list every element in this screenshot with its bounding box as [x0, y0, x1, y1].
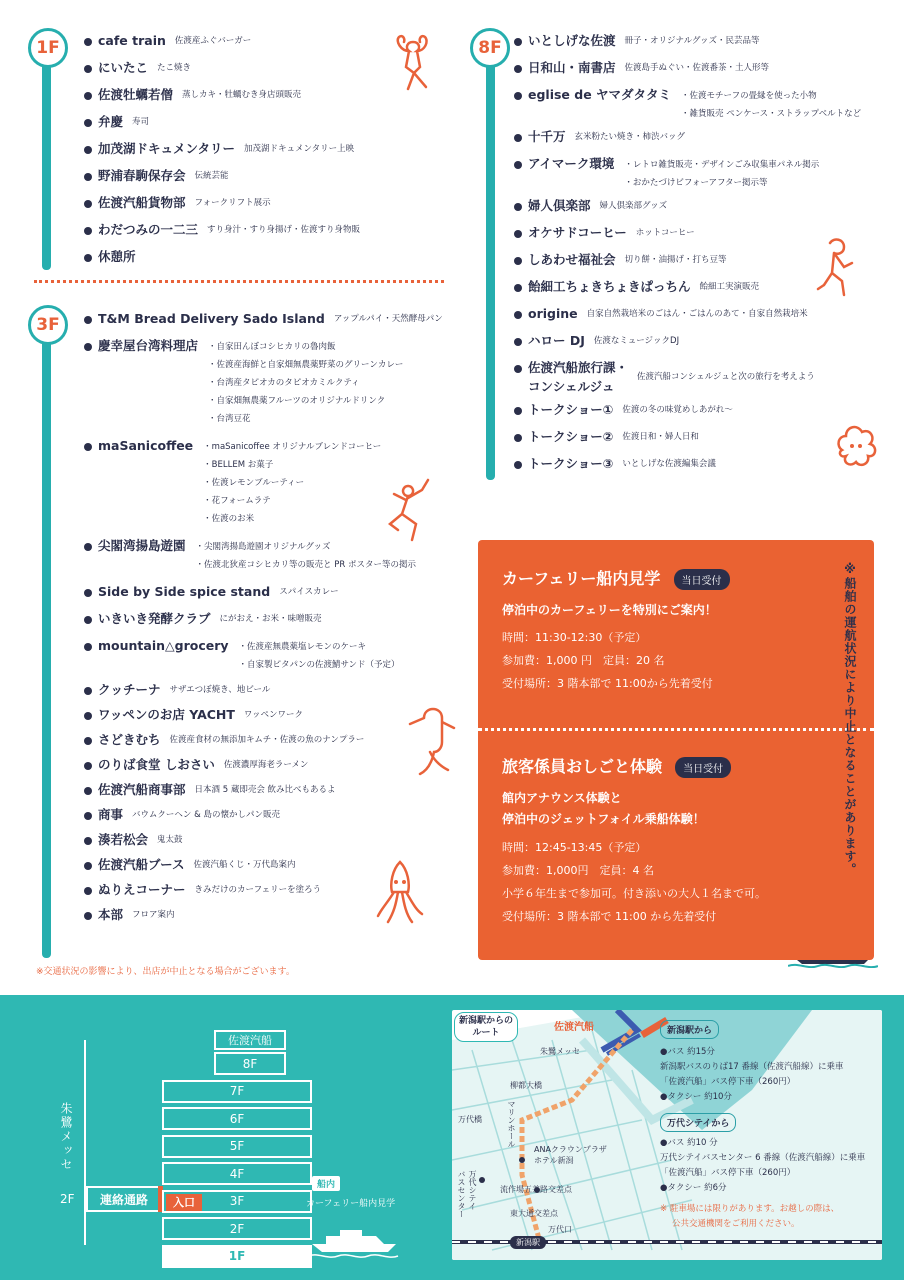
- job-experience-subtitle-2: 停泊中のジェットフォイル乗船体験！: [502, 812, 705, 826]
- floor-8f-item: [514, 154, 894, 192]
- floor-8f-shop-name: トークショー①: [528, 402, 614, 417]
- floor-3f-menu-line: ・花フォームラテ: [203, 496, 271, 506]
- floor-8f-item: [514, 331, 894, 350]
- ferry-tour-fee: 参加費：1,000 円 定員：20 名: [502, 654, 665, 667]
- floor-3f-item: [84, 582, 464, 601]
- map-bandaiguchi: 万代口: [548, 1225, 572, 1234]
- floor-8f-shop-desc: 佐渡なミュージックDJ: [593, 336, 680, 346]
- ferry-tour-reception: 受付場所：3 階本部で 11:00から先着受付: [502, 677, 713, 690]
- floor-8f-menu-line: ・佐渡モチーフの畳縁を使った小物: [681, 91, 817, 101]
- floor-8f-shop-name: 十千万: [528, 129, 566, 144]
- floor-3f-shop-name: ワッペンのお店 YACHT: [98, 707, 235, 722]
- floor-1f-shop-name: 休憩所: [98, 249, 136, 264]
- floor-box: [162, 1190, 312, 1213]
- map-ana-hotel: ANAクラウンプラザ ホテル新潟: [534, 1145, 607, 1165]
- floor-3f-shop-name: Side by Side spice stand: [98, 584, 271, 599]
- floor-8f-line: [486, 50, 495, 480]
- floor-8f-shop-name: origine: [528, 306, 578, 321]
- corridor-label: 連絡通路: [99, 1192, 148, 1207]
- floor-1f-shop-name: 佐渡牡蠣若僧: [98, 87, 174, 102]
- floor-3f-shop-desc: フロア案内: [132, 910, 175, 920]
- floor-1f-line: [42, 50, 51, 270]
- floor-box: [162, 1080, 312, 1103]
- floor-3f-shop-name: さどきむち: [98, 732, 161, 747]
- floor-1f-item: [84, 193, 454, 212]
- floor-8f-shop-desc: 佐渡日和・婦人日和: [622, 432, 699, 442]
- floor-8f-shop-menu: [681, 85, 861, 123]
- floor-3f-shop-name: 慶幸屋台湾料理店: [98, 338, 199, 353]
- ferry-tour-title: カーフェリー船内見学: [502, 569, 661, 588]
- floor-1f-shop-name: にいたこ: [98, 60, 149, 75]
- floor-8f-shop-name: トークショー②: [528, 429, 614, 444]
- floor-8f-shop-desc: 自家自然栽培米のごはん・ごはんのあて・自家自然栽培米: [586, 309, 808, 319]
- floor-3f-menu-line: ・台湾産タピオカのタピオカミルクティ: [208, 378, 360, 388]
- floor-3f-menu-line: ・佐渡レモンブルーティー: [203, 478, 305, 488]
- floor-1f-shop-desc: フォークリフト展示: [194, 198, 271, 208]
- floor-8f-shop-desc: 佐渡島手ぬぐい・佐渡番茶・土人形等: [624, 63, 770, 73]
- floor-3f-item: [84, 636, 464, 674]
- floor-8f-shop-desc: 婦人倶楽部グッズ: [599, 201, 668, 211]
- floor-1f-shop-name: 弁慶: [98, 114, 124, 129]
- floor-label: 3F: [229, 1194, 245, 1208]
- floor-8f-shop-desc: 飴細工実演販売: [699, 282, 760, 292]
- floor-3f-item: [84, 805, 464, 824]
- job-experience-badge: 当日受付: [675, 757, 731, 778]
- floor-1f-item: [84, 166, 454, 185]
- job-experience-time: 時間：12:45-13:45（予定）: [502, 841, 647, 854]
- floor-8f-item: [514, 127, 894, 146]
- floor-3f-shop-desc: バウムクーヘン & 島の懐かしパン販売: [132, 810, 280, 820]
- floor-3f-item: [84, 680, 464, 699]
- floor-box: [162, 1162, 312, 1185]
- floor-8f-shop-name: 飴細工ちょきちょきぱっちん: [528, 279, 691, 294]
- floor-1f-shop-desc: 蒸しカキ・牡蠣むき身店頭販売: [182, 90, 302, 100]
- floor-box: [162, 1245, 312, 1268]
- floor-3f-shop-name: mountain△grocery: [98, 638, 229, 653]
- toki-messe-2f-label: 2F: [60, 1192, 75, 1206]
- from-city-stop: 「佐渡汽船」バス停下車（260円）: [660, 1168, 796, 1178]
- map-marine-hall: マリンホール: [507, 1100, 516, 1148]
- floor-3f-menu-line: ・佐渡北狄産コシヒカリ等の販売と PR ポスター等の掲示: [195, 560, 416, 570]
- event-panel: [478, 540, 874, 960]
- doodle-hooded-icon: [400, 700, 464, 780]
- doodle-squid-icon: [372, 858, 428, 938]
- floor-3f-menu-line: ・佐渡産無農薬塩レモンのケーキ: [238, 642, 367, 652]
- from-station-stop: 「佐渡汽船」バス停下車（260円）: [660, 1077, 796, 1087]
- floor-3f-shop-desc: きみだけのカーフェリーを塗ろう: [194, 885, 322, 895]
- floor-label: 8F: [242, 1056, 258, 1071]
- toki-messe-line: [84, 1040, 86, 1245]
- floor-1f-shop-desc: 佐渡産ふぐバーガー: [174, 36, 252, 46]
- floor-1f-item: [84, 247, 454, 266]
- map-bus-center: 万代シテイ バスセンター: [457, 1170, 477, 1218]
- ferry-tour-badge: 当日受付: [674, 569, 730, 590]
- floor-8f-shop-desc: 佐渡汽船コンシェルジュと次の旅行を考えよう: [637, 372, 815, 382]
- floor-1f-item: [84, 220, 454, 239]
- route-label: 新潟駅からの ルート: [454, 1012, 518, 1042]
- map-nagisa-intersection: 流作場五差路交差点: [500, 1185, 572, 1194]
- floor-3f-shop-desc: にがおえ・お米・味噌販売: [219, 614, 322, 624]
- floor-3f-item: [84, 309, 464, 328]
- floor-3f-menu-line: ・BELLEM お菓子: [203, 460, 274, 470]
- floor-3f-item: [84, 830, 464, 849]
- floor-8f-item: [514, 358, 894, 396]
- floor-3f-list: [84, 309, 464, 930]
- floor-1f-badge: 1F: [28, 28, 68, 68]
- section-divider: [34, 280, 444, 283]
- map-sado-kisen: 佐渡汽船: [554, 1022, 594, 1033]
- parking-note-2: 公共交通機関をご利用ください。: [672, 1219, 800, 1229]
- floor-1f-shop-name: cafe train: [98, 33, 166, 48]
- floor-1f-item: [84, 139, 454, 158]
- floor-3f-shop-name: 湊若松会: [98, 832, 149, 847]
- floor-8f-menu-line: ・おかたづけビフォーアフター掲示等: [624, 178, 768, 188]
- floor-label: 2F: [229, 1221, 245, 1236]
- floor-3f-menu-line: ・佐渡産海鮮と自家畑無農薬野菜のグリーンカレー: [208, 360, 404, 370]
- operation-notice: ※船舶の運航状況により中止となることがあります。: [843, 562, 857, 876]
- floor-1f-shop-name: わだつみの一二三: [98, 222, 199, 237]
- entrance-label: 入口: [166, 1194, 202, 1211]
- floor-3f-shop-menu: [203, 436, 381, 528]
- floor-3f-shop-desc: 日本酒 5 蔵即売会 飲み比べもあるよ: [194, 785, 336, 795]
- floor-3f-shop-desc: サザエつぼ焼き、地ビール: [169, 685, 271, 695]
- ferry-tour-time: 時間：11:30-12:30（予定）: [502, 631, 647, 644]
- floor-box: [162, 1107, 312, 1130]
- floor-8f-shop-desc: 切り餅・油揚げ・打ち豆等: [624, 255, 727, 265]
- floor-1f-shop-name: 佐渡汽船貨物部: [98, 195, 186, 210]
- floor-3f-shop-name: 本部: [98, 907, 124, 922]
- job-experience-note: 小学６年生まで参加可。付き添いの大人１名まで可。: [502, 887, 766, 900]
- floor-3f-menu-line: ・台湾豆花: [208, 414, 251, 424]
- floor-8f-menu-line: ・レトロ雑貨販売・デザインごみ収集車パネル掲示: [624, 160, 820, 170]
- floor-3f-shop-name: 商事: [98, 807, 124, 822]
- floor-8f-item: [514, 31, 894, 50]
- floor-8f-shop-name: アイマーク環境: [528, 156, 615, 171]
- floor-8f-shop-name: いとしげな佐渡: [528, 33, 616, 48]
- floor-box: [162, 1217, 312, 1240]
- floor-3f-item: [84, 336, 464, 428]
- floor-8f-badge: 8F: [470, 28, 510, 68]
- floor-3f-shop-desc: ワッペンワーク: [243, 710, 303, 720]
- ferry-white-icon: [308, 1222, 404, 1258]
- doodle-ghost-icon: [832, 420, 880, 474]
- corridor-box: [86, 1186, 162, 1212]
- from-station-heading: 新潟駅から: [660, 1020, 719, 1039]
- floor-box: [214, 1052, 286, 1075]
- from-city-bus: ●バス 約10 分: [660, 1138, 718, 1148]
- floor-8f-shop-name: 日和山・南書店: [528, 60, 616, 75]
- from-station-bus: ●バス 約15分: [660, 1047, 715, 1057]
- map-ryuto-bridge: 柳都大橋: [510, 1081, 542, 1090]
- from-station-platform: 新潟駅バスのりば17 番線（佐渡汽船線）に乗車: [660, 1062, 844, 1072]
- floor-3f-shop-name: いきいき発酵クラブ: [98, 611, 211, 626]
- floor-8f-menu-line: ・雑貨販売 ペンケース・ストラップベルトなど: [681, 109, 862, 119]
- floor-label: 7F: [229, 1084, 245, 1098]
- floor-8f-shop-name: 佐渡汽船旅行課・ コンシェルジュ: [528, 360, 629, 394]
- floor-3f-shop-name: クッチーナ: [98, 682, 161, 697]
- floor-3f-shop-name: maSanicoffee: [98, 438, 194, 453]
- event-divider: [478, 728, 874, 731]
- floor-8f-shop-name: ハロー DJ: [528, 333, 585, 348]
- floor-3f-shop-desc: アップルパイ・天然酵母パン: [333, 314, 443, 324]
- floor-3f-shop-name: 尖閣湾揚島遊園: [98, 538, 186, 553]
- ferry-tour-subtitle: 停泊中のカーフェリーを特別にご案内！: [502, 603, 717, 617]
- floor-1f-shop-desc: 伝統芸能: [194, 171, 229, 181]
- map-toki-messe: 朱鷺メッセ: [540, 1047, 580, 1056]
- floor-3f-shop-name: T&M Bread Delivery Sado Island: [98, 311, 325, 326]
- toki-messe-label: 朱鷺メッセ: [59, 1102, 73, 1172]
- floor-3f-shop-name: ぬりえコーナー: [98, 882, 186, 897]
- doodle-figure-icon: [812, 235, 862, 305]
- floor-8f-shop-menu: [624, 154, 819, 192]
- floor-8f-shop-name: トークショー③: [528, 456, 614, 471]
- floor-8f-shop-name: オケサドコーヒー: [528, 225, 627, 240]
- floor-3f-shop-name: 佐渡汽船商事部: [98, 782, 186, 797]
- from-city-platform: 万代シテイバスセンター 6 番線（佐渡汽船線）に乗車: [660, 1153, 866, 1163]
- floor-1f-item: [84, 112, 454, 131]
- floor-8f-shop-desc: 佐渡の冬の味覚めしあがれ〜: [622, 405, 733, 415]
- from-city-taxi: ●タクシー 約6分: [660, 1183, 727, 1193]
- floor-3f-shop-desc: 佐渡産食材の無添加キムチ・佐渡の魚のナンプラー: [169, 735, 365, 745]
- floor-8f-shop-name: しあわせ福祉会: [528, 252, 616, 267]
- floor-label: 5F: [229, 1139, 245, 1153]
- floor-3f-item: [84, 780, 464, 799]
- floor-3f-badge: 3F: [28, 305, 68, 345]
- floor-3f-menu-line: ・尖閣湾揚島遊園オリジナルグッズ: [195, 542, 331, 552]
- floor-3f-menu-line: ・自家製ピタパンの佐渡鯖サンド（予定）: [238, 660, 400, 670]
- floor-8f-shop-desc: 冊子・オリジナルグッズ・民芸品等: [624, 36, 760, 46]
- map-higashi-intersection: 東大通交差点: [510, 1209, 558, 1218]
- floor-3f-menu-line: ・自家田んぼコシヒカリの魯肉飯: [208, 342, 336, 352]
- parking-note-1: ※ 駐車場には限りがあります。お越しの際は、: [660, 1204, 840, 1214]
- floor-8f-shop-desc: ホットコーヒー: [635, 228, 695, 238]
- floor-1f-shop-name: 加茂湖ドキュメンタリー: [98, 141, 236, 156]
- cancellation-notice: ※交通状況の影響により、出店が中止となる場合がございます。: [36, 967, 295, 977]
- map-niigata-station: 新潟駅: [510, 1236, 546, 1249]
- floor-8f-item: [514, 400, 894, 419]
- job-experience-fee: 参加費：1,000円 定員：4 名: [502, 864, 654, 877]
- floor-8f-item: [514, 304, 894, 323]
- floor-3f-shop-name: 佐渡汽船ブース: [98, 857, 185, 872]
- floor-label: 1F: [228, 1249, 246, 1263]
- floor-1f-shop-desc: 寿司: [132, 117, 150, 127]
- floor-8f-shop-name: eglise de ヤマダタタミ: [528, 87, 672, 102]
- floor-3f-shop-desc: 鬼太鼓: [157, 835, 183, 845]
- floor-3f-line: [42, 318, 51, 958]
- floor-3f-menu-line: ・佐渡のお米: [203, 514, 255, 524]
- ship-tag: 船内: [312, 1176, 340, 1191]
- floor-3f-item: [84, 609, 464, 628]
- floor-8f-item: [514, 58, 894, 77]
- from-city-heading: 万代シテイから: [660, 1113, 736, 1132]
- sado-kisen-sign: 佐渡汽船: [214, 1030, 286, 1050]
- floor-1f-shop-desc: 加茂湖ドキュメンタリー上映: [244, 144, 355, 154]
- doodle-kneeling-icon: [378, 476, 436, 546]
- job-experience-title: 旅客係員おしごと体験: [502, 757, 663, 776]
- floor-3f-menu-line: ・自家畑無農薬フルーツのオリジナルドリンク: [208, 396, 386, 406]
- job-experience-subtitle-1: 館内アナウンス体験と: [502, 791, 622, 805]
- map-bandai-bridge: 万代橋: [458, 1115, 482, 1124]
- doodle-dancer-icon: [388, 30, 438, 100]
- floor-1f-shop-name: 野浦春駒保存会: [98, 168, 186, 183]
- job-experience-reception: 受付場所：3 階本部で 11:00 から先着受付: [502, 910, 717, 923]
- ship-tour-label: カーフェリー船内見学: [306, 1199, 396, 1209]
- floor-box: [162, 1135, 312, 1158]
- floor-label: 4F: [229, 1166, 245, 1181]
- route-info: [660, 1018, 878, 1232]
- floor-1f-shop-desc: たこ焼き: [157, 63, 192, 73]
- floor-1f-shop-desc: すり身汁・すり身揚げ・佐渡すり身物販: [207, 225, 361, 235]
- floor-3f-shop-desc: 佐渡濃厚海老ラーメン: [223, 760, 309, 770]
- floor-8f-shop-desc: いとしげな佐渡編集会議: [622, 459, 716, 469]
- floor-label: 6F: [229, 1111, 245, 1126]
- floor-3f-shop-menu: [208, 336, 403, 428]
- floor-3f-shop-desc: スパイスカレー: [279, 587, 339, 597]
- floor-8f-shop-name: 婦人倶楽部: [528, 198, 591, 213]
- floor-3f-menu-line: ・maSanicoffee オリジナルブレンドコーヒー: [203, 442, 382, 452]
- floor-8f-shop-desc: 玄米粉たい焼き・柿渋バッグ: [574, 132, 686, 142]
- floor-3f-shop-menu: [239, 636, 400, 674]
- floor-3f-shop-desc: 佐渡汽船くじ・万代島案内: [193, 860, 296, 870]
- floor-8f-item: [514, 85, 894, 123]
- floor-3f-shop-name: のりば食堂 しおさい: [98, 757, 215, 772]
- floor-8f-item: [514, 196, 894, 215]
- from-station-taxi: ●タクシー 約10分: [660, 1092, 732, 1102]
